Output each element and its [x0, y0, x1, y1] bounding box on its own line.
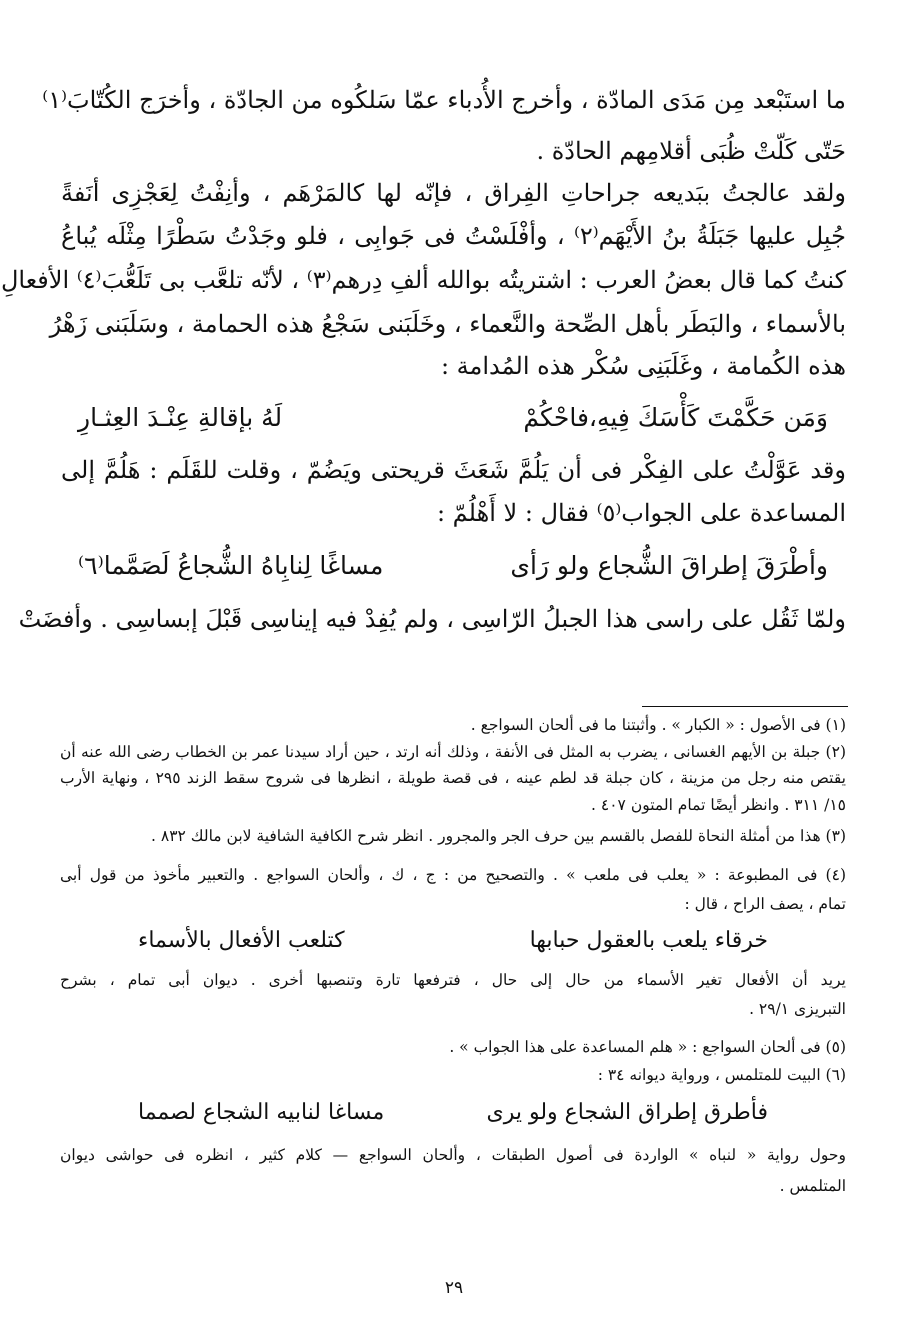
body-line: المساعدة على الجواب⁽٥⁾ فقال : لا أَهْلُمّ :: [436, 499, 846, 527]
footnote-verse: [58, 1100, 848, 1132]
verse-second-hemistich: لَهُ بإقالةِ عِنْـدَ العِثـارِ: [78, 403, 283, 432]
footnote-line: التبريزى ٢٩/١ .: [749, 1000, 846, 1018]
footnote-line: وحول رواية « لنباه » الواردة فى أصول الطبقات ، وألحان السواجع — كلام كثير ، انظره فى حواشى ديوان: [60, 1146, 846, 1164]
body-line: جُبِل عليها جَبَلَةُ بنُ الأَيْهَم⁽٢⁾ ، وأفْلَسْتُ فى جَوابِى ، فلو وجَدْتُ سَطْرًا مِثْلَه يُباعُ: [61, 222, 846, 250]
footnote-line: (١) فى الأصول : « الكبار » . وأثبتنا ما فى ألحان السواجع .: [470, 716, 846, 734]
footnote-separator: [642, 706, 848, 707]
poem-verse: [58, 551, 848, 585]
verse-second-hemistich: كتلعب الأفعال بالأسماء: [138, 928, 345, 953]
verse-second-hemistich: مساغًا لِنابِاهُ الشُّجاعُ لَصَمَّما⁽٦⁾: [78, 551, 384, 580]
footnote-line: (٢) جبلة بن الأيهم الغسانى ، يضرب به المثل فى الأنفة ، وذلك أنه ارتد ، حين أراد سيدنا عمر بن الخطاب رضى الله عنه أن: [60, 743, 846, 761]
page-number: ٢٩: [444, 1278, 464, 1298]
footnote-line: يقتص منه رجل من مزينة ، كان جبلة قد لطم عينه ، فى قصة طويلة ، انظرها فى شروح سقط الزند ٢٩٥ ، ونهاية الأرب: [60, 769, 846, 787]
body-line: حَتّى كَلّتْ ظُبَى أقلامِهم الحادّة .: [536, 137, 846, 165]
footnote-line: (٣) هذا من أمثلة النحاة للفصل بالقسم بين حرف الجر والمجرور . انظر شرح الكافية الشافية لابن مالك ٨٣٢ .: [151, 827, 846, 845]
body-line: ولمّا ثَقُل على راسى هذا الجبلُ الرّاسِى ، ولم يُفِدْ فيه إيناسِى قَبْلَ إبساسِى . وأفضَتْ: [18, 605, 846, 633]
footnote-line: (٦) البيت للمتلمس ، ورواية ديوانه ٣٤ :: [597, 1066, 846, 1084]
verse-second-hemistich: مساغا لنابيه الشجاع لصمما: [138, 1100, 385, 1125]
footnote-verse: [58, 928, 848, 960]
body-line: كنتُ كما قال بعضُ العرب : اشتريتُه بوالله ألفِ دِرهم⁽٣⁾ ، لأنّه تلعَّب بى تَلَعُّبَ⁽٤⁾ الأفعالِ: [0, 266, 846, 294]
poem-verse: [58, 403, 848, 437]
footnote-line: المتلمس .: [779, 1177, 846, 1195]
footnote-line: يريد أن الأفعال تغير الأسماء من حال إلى حال ، فترفعها تارة وتنصبها أخرى . ديوان أبى تمام ، بشرح: [60, 971, 846, 989]
footnote-line: (٤) فى المطبوعة : « يعلب فى ملعب » . والتصحيح من : ج ، ك ، وألحان السواجع . والتعبير مأخوذ من قول أبى: [60, 866, 846, 884]
verse-first-hemistich: وأطْرَقَ إطراقَ الشُّجاع ولو رَأى: [510, 551, 828, 580]
body-line: ولقد عالجتُ ببَديعه جراحاتِ الفِراق ، فإنّه لها كالمَرْهَم ، وأنِفْتُ لِعَجْزِى أنَفةً: [61, 179, 846, 207]
verse-first-hemistich: فأطرق إطراق الشجاع ولو يرى: [486, 1100, 768, 1125]
body-line: بالأسماء ، والبَطَر بأهل الصِّحة والنَّعماء ، وخَلَبَنى سَجْعُ هذه الحمامة ، وسَلَبَنى زَهْرُ: [49, 310, 846, 338]
verse-first-hemistich: خرقاء يلعب بالعقول حبابها: [529, 928, 768, 953]
footnote-line: تمام ، يصف الراح ، قال :: [684, 895, 846, 913]
body-line: هذه الكُمامة ، وغَلَبَنِى سُكْر هذه المُدامة :: [440, 352, 846, 380]
footnote-line: ١٥/ ٣١١ . وانظر أيضًا تمام المتون ٤٠٧ .: [591, 796, 846, 814]
body-line: وقد عَوَّلْتُ على الفِكْر فى أن يَلُمَّ شَعَثَ قريحتى ويَضُمّ ، وقلت للقَلَم : هَلُمَّ إلى: [61, 456, 846, 484]
footnote-line: (٥) فى ألحان السواجع : « هلم المساعدة على هذا الجواب » .: [449, 1038, 846, 1056]
body-line: ما استَبْعد مِن مَدَى المادّة ، وأخرج الأُدباء عمّا سَلكُوه من الجادّة ، وأخرَج الكُتّابَ⁽١⁾: [42, 86, 846, 114]
verse-first-hemistich: وَمَن حَكَّمْتَ كَأْسَكَ فِيهِ،فاحْكُمْ: [523, 403, 828, 432]
